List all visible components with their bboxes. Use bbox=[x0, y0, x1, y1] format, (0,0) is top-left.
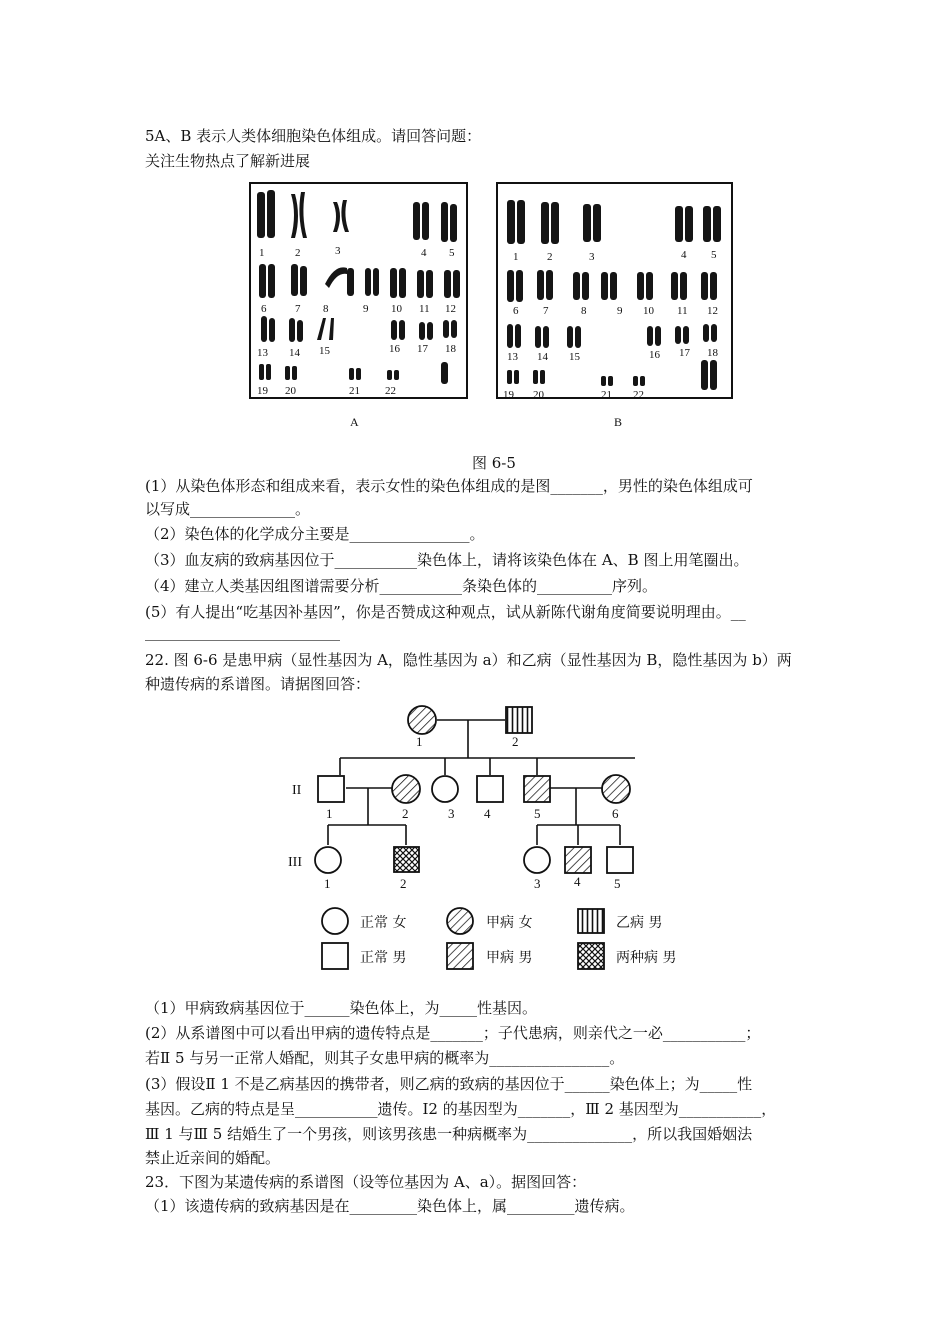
legend-normal-female-text: 正常 女 bbox=[360, 915, 407, 931]
kb-9: 9 bbox=[617, 305, 623, 317]
legend-a-male-text: 甲病 男 bbox=[486, 950, 533, 966]
figure-6-5-caption: 图 6-5 bbox=[472, 454, 516, 472]
legend-a-female-symbol bbox=[447, 908, 473, 934]
iii2-both-diseases-male bbox=[394, 847, 419, 872]
ka-1: 1 bbox=[259, 247, 265, 259]
q5-line-6: (5）有人提出“吃基因补基因”，你是否赞成这种观点，试从新陈代谢角度简要说明理由。__ bbox=[145, 603, 746, 621]
iii1-number: 1 bbox=[324, 876, 331, 891]
ii2-affected-a-female bbox=[392, 775, 420, 803]
ka-4: 4 bbox=[421, 247, 427, 259]
kb-8: 8 bbox=[581, 305, 587, 317]
q22-q-line-6: Ⅲ 1 与Ⅲ 5 结婚生了一个男孩，则该男孩患一种病概率为______________，所以我国婚姻法 bbox=[145, 1125, 753, 1143]
ka-9: 9 bbox=[363, 303, 369, 315]
legend-normal-male-symbol bbox=[322, 943, 348, 969]
ii4-normal-male bbox=[477, 776, 503, 802]
ii6-number: 6 bbox=[612, 806, 619, 821]
ka-17: 17 bbox=[417, 343, 428, 355]
q5-line-3: （2）染色体的化学成分主要是________________。 bbox=[145, 525, 485, 543]
kb-7: 7 bbox=[543, 305, 549, 317]
q22-line-2: 种遗传病的系谱图。请据图回答： bbox=[145, 675, 371, 693]
ii4-number: 4 bbox=[484, 806, 491, 821]
ka-14: 14 bbox=[289, 347, 300, 359]
iii5-number: 5 bbox=[614, 876, 621, 891]
legend-a-female-text: 甲病 女 bbox=[486, 915, 533, 931]
ii1-normal-male bbox=[318, 776, 344, 802]
ka-18: 18 bbox=[445, 343, 456, 355]
question-5-title: 5A、B 表示人类体细胞染色体组成。请回答问题： bbox=[145, 127, 482, 145]
pedigree-figure bbox=[280, 700, 710, 990]
q22-q-line-4: (3）假设Ⅱ 1 不是乙病基因的携带者，则乙病的致病的基因位于______染色体上；为_____性 bbox=[145, 1075, 753, 1093]
ka-2: 2 bbox=[295, 247, 301, 259]
iii3-number: 3 bbox=[534, 876, 541, 891]
kb-12: 12 bbox=[707, 305, 718, 317]
q22-q-line-1: （1）甲病致病基因位于______染色体上，为_____性基因。 bbox=[145, 999, 538, 1017]
iii4-affected-a-male bbox=[565, 847, 591, 873]
gen2-label: II bbox=[292, 783, 302, 798]
ii6-affected-a-female bbox=[602, 775, 630, 803]
gen3-label: III bbox=[288, 855, 302, 870]
legend-b-male-text: 乙病 男 bbox=[616, 915, 663, 931]
q5-line-7: __________________________ bbox=[145, 623, 340, 641]
ka-7: 7 bbox=[295, 303, 301, 315]
ii5-number: 5 bbox=[534, 806, 541, 821]
q5-line-4: （3）血友病的致病基因位于___________染色体上，请将该染色体在 A、B 图上用笔圈出。 bbox=[145, 551, 749, 569]
banner-text: 关注生物热点了解新进展 bbox=[145, 152, 311, 170]
i2-affected-b-male bbox=[506, 707, 532, 733]
iii5-normal-male bbox=[607, 847, 633, 873]
q23-line-2: （1）该遗传病的致病基因是在_________染色体上，属_________遗传病。 bbox=[145, 1197, 635, 1215]
legend-normal-male-text: 正常 男 bbox=[360, 950, 407, 966]
ka-21: 21 bbox=[349, 385, 360, 397]
ka-13: 13 bbox=[257, 347, 268, 359]
kb-17: 17 bbox=[679, 347, 690, 359]
kb-14: 14 bbox=[537, 351, 548, 363]
karyotype-figure bbox=[245, 180, 735, 440]
ka-3: 3 bbox=[335, 245, 341, 257]
kb-22: 22 bbox=[633, 389, 644, 401]
kb-10: 10 bbox=[643, 305, 654, 317]
q22-q-line-2: (2）从系谱图中可以看出甲病的遗传特点是_______；子代患病，则亲代之一必___________； bbox=[145, 1024, 761, 1042]
ii3-number: 3 bbox=[448, 806, 455, 821]
kb-20: 20 bbox=[533, 389, 544, 401]
kb-16: 16 bbox=[649, 349, 660, 361]
kb-15: 15 bbox=[569, 351, 580, 363]
kb-11: 11 bbox=[677, 305, 688, 317]
panel-b-label: B bbox=[614, 415, 623, 429]
ka-12: 12 bbox=[445, 303, 456, 315]
i1-number: 1 bbox=[416, 734, 423, 749]
kb-13: 13 bbox=[507, 351, 518, 363]
ii5-affected-a-male bbox=[524, 776, 550, 802]
karyotype-panel-a bbox=[250, 183, 467, 398]
kb-19: 19 bbox=[503, 389, 514, 401]
ka-22: 22 bbox=[385, 385, 396, 397]
ka-6: 6 bbox=[261, 303, 267, 315]
kb-3: 3 bbox=[589, 251, 595, 263]
legend-a-male-symbol bbox=[447, 943, 473, 969]
i1-affected-a-female bbox=[408, 706, 436, 734]
kb-4: 4 bbox=[681, 249, 687, 261]
ka-16: 16 bbox=[389, 343, 400, 355]
ka-19: 19 bbox=[257, 385, 268, 397]
q22-line-1: 22. 图 6-6 是患甲病（显性基因为 A，隐性基因为 a）和乙病（显性基因为 B，隐性基因为 b）两 bbox=[145, 651, 792, 669]
legend-both-male-symbol bbox=[578, 943, 604, 969]
iii2-number: 2 bbox=[400, 876, 407, 891]
q23-line-1: 23．下图为某遗传病的系谱图（设等位基因为 A、a）。据图回答： bbox=[145, 1173, 587, 1191]
legend-normal-female-symbol bbox=[322, 908, 348, 934]
ka-8: 8 bbox=[323, 303, 329, 315]
kb-1: 1 bbox=[513, 251, 519, 263]
ii1-number: 1 bbox=[326, 806, 333, 821]
q5-line-1: (1）从染色体形态和组成来看，表示女性的染色体组成的是图_______，男性的染色体组成可 bbox=[145, 477, 753, 495]
q22-q-line-7: 禁止近亲间的婚配。 bbox=[145, 1149, 281, 1167]
kb-5: 5 bbox=[711, 249, 717, 261]
iii3-normal-female bbox=[524, 847, 550, 873]
legend-both-male-text: 两种病 男 bbox=[616, 950, 677, 966]
legend-b-male-symbol bbox=[578, 909, 604, 933]
q5-line-5: （4）建立人类基因组图谱需要分析___________条染色体的__________序列。 bbox=[145, 577, 658, 595]
ii3-normal-female bbox=[432, 776, 458, 802]
q5-line-2: 以写成______________。 bbox=[145, 500, 311, 518]
ka-10: 10 bbox=[391, 303, 402, 315]
ka-5: 5 bbox=[449, 247, 455, 259]
kb-21: 21 bbox=[601, 389, 612, 401]
q22-q-line-5: 基因。乙病的特点是呈___________遗传。I2 的基因型为_______，Ⅲ 2 基因型为___________， bbox=[145, 1100, 777, 1118]
ka-20: 20 bbox=[285, 385, 296, 397]
panel-a-label: A bbox=[350, 415, 359, 429]
q22-q-line-3: 若Ⅱ 5 与另一正常人婚配，则其子女患甲病的概率为________________。 bbox=[145, 1049, 625, 1067]
kb-2: 2 bbox=[547, 251, 553, 263]
iii1-normal-female bbox=[315, 847, 341, 873]
kb-18: 18 bbox=[707, 347, 718, 359]
i2-number: 2 bbox=[512, 734, 519, 749]
kb-6: 6 bbox=[513, 305, 519, 317]
iii4-number: 4 bbox=[574, 874, 581, 889]
ii2-number: 2 bbox=[402, 806, 409, 821]
ka-11: 11 bbox=[419, 303, 430, 315]
ka-15: 15 bbox=[319, 345, 330, 357]
